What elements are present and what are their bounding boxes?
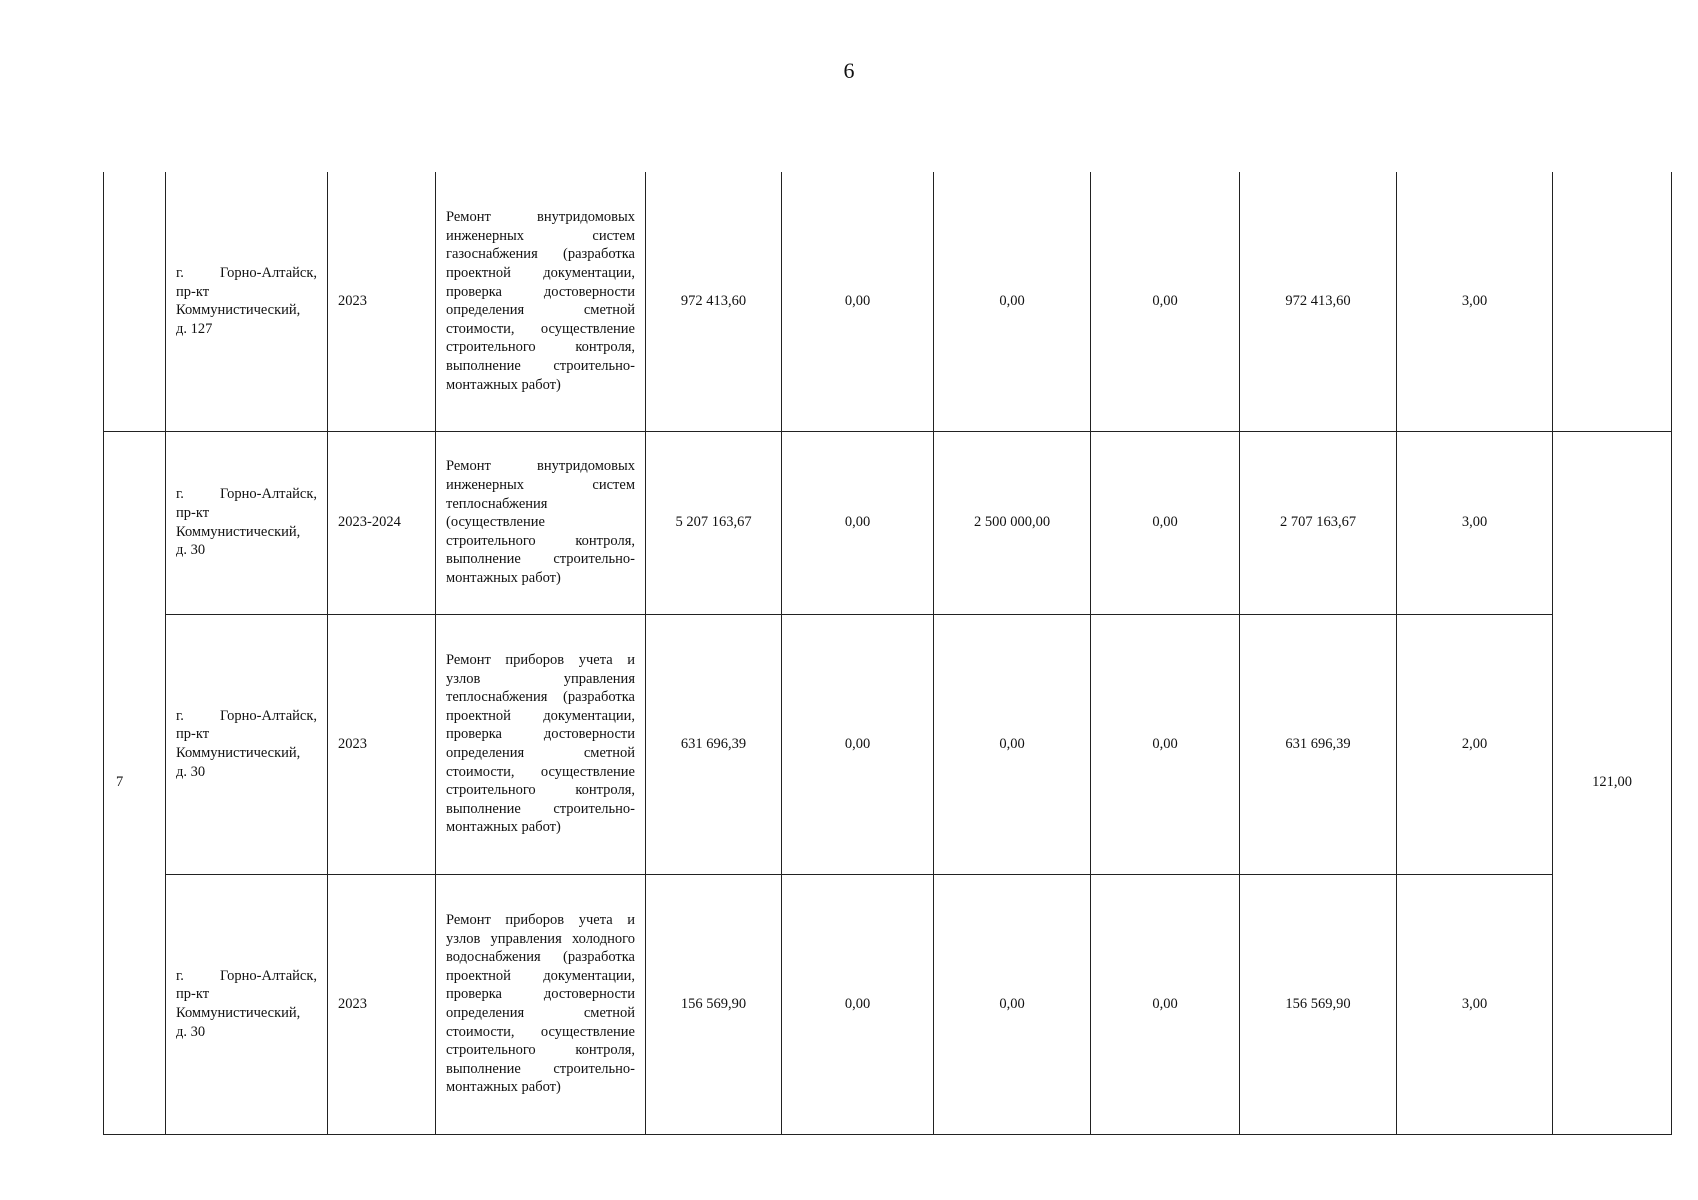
description-cell: Ремонт внутридомовых инженерных систем теплоснабжения (осуществление строительного контроля, выполнение строительно-монтажных работ) — [436, 431, 646, 614]
value-cell: 3,00 — [1397, 172, 1553, 431]
value-cell: 0,00 — [934, 614, 1091, 874]
index-cell-empty — [104, 172, 166, 431]
value-cell: 3,00 — [1397, 874, 1553, 1134]
description-cell: Ремонт внутридомовых инженерных систем газоснабжения (разработка проектной документации, проверка достоверности определения сметной стоимости, осуществление строительного контроля, выполнение строительно-монтажных работ) — [436, 172, 646, 431]
address-cell: г. Горно-Алтайск, пр-кт Коммунистический, д. 30 — [166, 431, 328, 614]
total-cost-cell: 972 413,60 — [646, 172, 782, 431]
description-cell: Ремонт приборов учета и узлов управления холодного водоснабжения (разработка проектной документации, проверка достоверности определения сметной стоимости, осуществление строительного контроля, выполнение строительно-монтажных работ) — [436, 874, 646, 1134]
works-table — [103, 172, 1672, 1135]
year-cell: 2023-2024 — [328, 431, 436, 614]
value-cell: 2 500 000,00 — [934, 431, 1091, 614]
value-cell: 0,00 — [782, 172, 934, 431]
value-cell: 0,00 — [1091, 172, 1240, 431]
address-cell: г. Горно-Алтайск, пр-кт Коммунистический, д. 30 — [166, 874, 328, 1134]
group-index-cell: 7 — [104, 431, 166, 1134]
table-row — [104, 874, 1672, 1134]
value-cell: 0,00 — [782, 874, 934, 1134]
value-cell: 972 413,60 — [1240, 172, 1397, 431]
value-cell: 3,00 — [1397, 431, 1553, 614]
value-cell: 0,00 — [934, 874, 1091, 1134]
value-cell: 0,00 — [782, 431, 934, 614]
value-cell: 0,00 — [1091, 431, 1240, 614]
value-cell: 2 707 163,67 — [1240, 431, 1397, 614]
table-row — [104, 172, 1672, 431]
year-cell: 2023 — [328, 614, 436, 874]
value-cell: 0,00 — [934, 172, 1091, 431]
table-row — [104, 431, 1672, 614]
total-cost-cell: 5 207 163,67 — [646, 431, 782, 614]
sum-cell-empty — [1553, 172, 1672, 431]
address-cell: г. Горно-Алтайск, пр-кт Коммунистический, д. 30 — [166, 614, 328, 874]
value-cell: 2,00 — [1397, 614, 1553, 874]
description-cell: Ремонт приборов учета и узлов управления теплоснабжения (разработка проектной документации, проверка достоверности определения сметной стоимости, осуществление строительного контроля, выполнение строительно-монтажных работ) — [436, 614, 646, 874]
value-cell: 0,00 — [1091, 614, 1240, 874]
value-cell: 631 696,39 — [1240, 614, 1397, 874]
address-cell: г. Горно-Алтайск, пр-кт Коммунистический, д. 127 — [166, 172, 328, 431]
value-cell: 0,00 — [1091, 874, 1240, 1134]
value-cell: 156 569,90 — [1240, 874, 1397, 1134]
year-cell: 2023 — [328, 172, 436, 431]
year-cell: 2023 — [328, 874, 436, 1134]
table-row — [104, 614, 1672, 874]
value-cell: 0,00 — [782, 614, 934, 874]
page-number: 6 — [843, 58, 855, 83]
total-cost-cell: 631 696,39 — [646, 614, 782, 874]
group-sum-cell: 121,00 — [1553, 431, 1672, 1134]
total-cost-cell: 156 569,90 — [646, 874, 782, 1134]
